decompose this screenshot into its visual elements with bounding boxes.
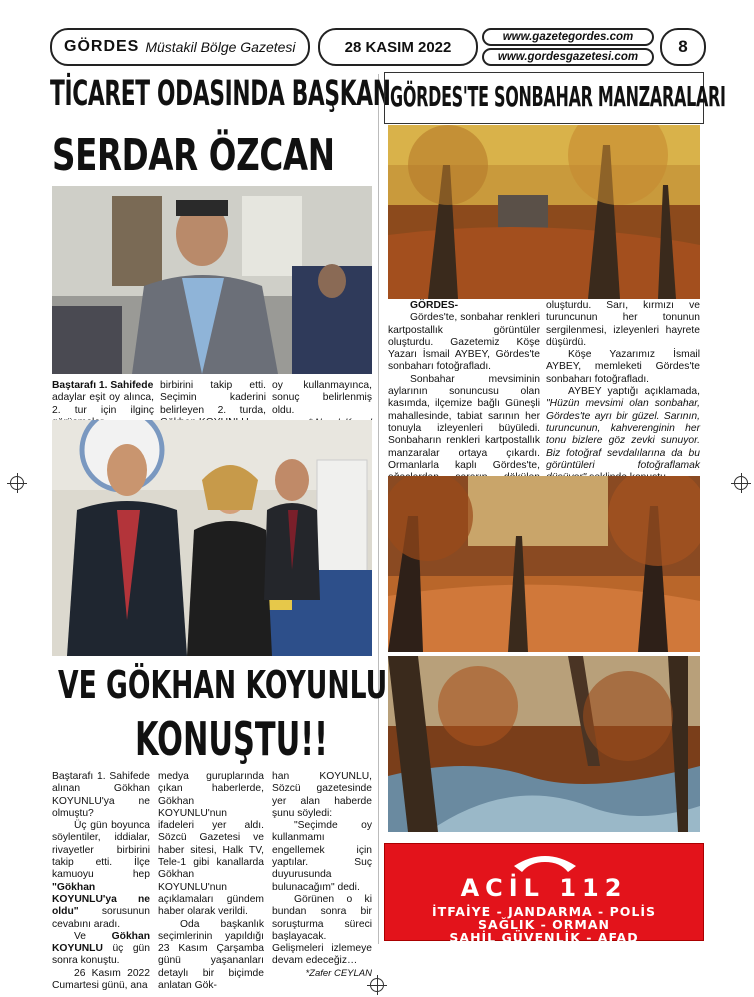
emergency-title: ACİL 112 xyxy=(460,874,628,902)
second-story-col1-name: Gökhan KOYUNLU xyxy=(52,930,150,955)
dateline: GÖRDES- xyxy=(410,300,459,311)
emergency-line-2: SAĞLIK - ORMAN xyxy=(478,917,610,932)
second-story-col1-p2: Üç gün boyunca söylentiler, iddialar, rivayetler birbirini takip etti. İlçe kamuoyu hep xyxy=(52,820,150,881)
emergency-line-1: İTFAİYE - JANDARMA - POLİS xyxy=(432,904,656,919)
right-story-col2-p3a: AYBEY yaptığı açıklamada, xyxy=(568,386,700,398)
headline-name: SERDAR ÖZCAN xyxy=(52,130,335,181)
registration-mark-left xyxy=(10,476,24,490)
phone-handset-icon xyxy=(510,848,580,876)
left-story-col3-text: oy kullanmayınca, sonuç belirlenmiş oldu. xyxy=(272,380,372,416)
second-story-col1-p3b: üç gün sonra konuştu. xyxy=(52,943,150,967)
left-story-col2-text: birbirini takip etti. Seçimin kaderini belirleyen 2. turda, xyxy=(160,380,266,416)
registration-mark-bottom xyxy=(370,978,384,992)
right-story-col2 xyxy=(546,300,700,501)
photo-autumn-forest-1 xyxy=(388,125,700,299)
second-story-col1 xyxy=(52,771,150,992)
second-story-col1-p3a: Ve xyxy=(74,930,87,942)
second-story-col3 xyxy=(272,771,372,980)
second-story-col1-quote: "Gökhan KOYUNLU'ya ne oldu" xyxy=(52,881,150,918)
second-story-col2 xyxy=(158,771,264,992)
registration-mark-right xyxy=(734,476,748,490)
photo-autumn-stream xyxy=(388,656,700,832)
headline-chamber: TİCARET ODASINDA BAŞKAN xyxy=(50,74,391,114)
right-story-col2-p1: oluşturdu. Sarı, kırmızı ve turuncunun her tonunun sergilenmesi, izleyenleri hayrete düşürdü. xyxy=(546,300,700,348)
left-story-col1-text: adaylar eşit oy alınca, 2. tur için ilginç xyxy=(52,392,154,416)
paper-name: GÖRDES xyxy=(64,38,140,55)
second-story-col2-p2: Oda başkanlık seçimlerinin yapıldığı 23 Kasım Çarşamba günü yaşananları detaylı bir biçimde anlatan Gök- xyxy=(158,918,264,992)
headline-koyunlu: VE GÖKHAN KOYUNLU xyxy=(58,663,388,707)
second-story-col3-p1: han KOYUNLU, Sözcü gazetesinde yer alan haberde şunu söyledi: xyxy=(272,771,372,819)
right-story-col1 xyxy=(388,300,540,497)
second-story-col2-p1: medya guruplarında çıkan haberlerde, Gökhan KOYUNLU'nun ifadeleri yer aldı. Sözcü Gazetesi ve haber sitesi, Halk TV, Tele-1 gibi kanallarda Gökhan KOYUNLU'nun açıklamaları gündem haber olarak verildi. xyxy=(158,771,264,918)
right-story-col1-p2: Sonbahar mevsiminin aylarının sonuncusu olan kasımda, ilçemize bağlı Güneşli mahallesinde, tabiat sarının her tonuyla izleyenleri büyüledi. Sonbaharın renkleri kartpostallık manzaralar ortaya çıkardı. Ormanlarla kaplı Gördes'te, xyxy=(388,373,540,471)
emergency-112-ad xyxy=(384,843,704,945)
websites xyxy=(482,28,654,66)
right-story-quote: "Hüzün mevsimi olan sonbahar, Gördes'te ayrı bir güzel. Sarının, turuncunun, kahverenginin her tonu bizlere göz zevki sunuyor. Biz fotoğraf sevdalılarına da bu görüntüleri fotoğraflamak xyxy=(546,398,700,471)
photo-serdar-ozcan xyxy=(52,186,372,374)
right-story-col1-p1: Gördes'te, sonbahar renkleri kartpostallık görüntüler oluşturdu. Gazetemiz Köşe Yazarı İsmail AYBEY, Gördes'te sonbaharı fotoğrafladı. xyxy=(388,312,540,373)
masthead xyxy=(50,28,310,66)
right-story-col2-p2: Köşe Yazarımız İsmail AYBEY, memleketi Gördes'te sonbaharı fotoğrafladı. xyxy=(546,349,700,385)
page-number: 8 xyxy=(660,28,706,66)
emergency-line-3: SAHİL GÜVENLİK - AFAD xyxy=(449,930,639,945)
second-story-col3-p3: Görünen o ki bundan sonra bir soruşturma süreci başlayacak. Gelişmeleri izlemeye devam edeceğiz… xyxy=(272,893,372,967)
continued-from-label: Baştarafı 1. Sahifede xyxy=(52,380,154,391)
photo-autumn-forest-2 xyxy=(388,476,700,652)
website-link-2[interactable]: www.gordesgazetesi.com xyxy=(482,48,654,66)
issue-date: 28 KASIM 2022 xyxy=(318,28,478,66)
second-story-col1-p1: Baştarafı 1. Sahifede alınan Gökhan KOYUNLU'ya ne olmuştu? xyxy=(52,771,150,819)
column-divider xyxy=(378,74,379,944)
second-story-signature: *Zafer CEYLAN xyxy=(305,967,372,979)
headline-spoke: KONUŞTU!! xyxy=(135,712,328,766)
photo-election-meeting xyxy=(52,420,372,656)
second-story-col1-p2b: sorusunun cevabını aradı. xyxy=(52,906,150,930)
website-link-1[interactable]: www.gazetegordes.com xyxy=(482,28,654,46)
headline-autumn: GÖRDES'TE SONBAHAR MANZARALARI xyxy=(390,80,726,113)
second-story-col3-p2: "Seçimde oy kullanmamı engellemek için yaptılar. Suç duyurusunda bulunacağım" dedi. xyxy=(272,820,372,893)
paper-subtitle: Müstakil Bölge Gazetesi xyxy=(145,39,296,55)
second-story-col1-p4: 26 Kasım 2022 Cumartesi günü, ana xyxy=(52,967,150,992)
